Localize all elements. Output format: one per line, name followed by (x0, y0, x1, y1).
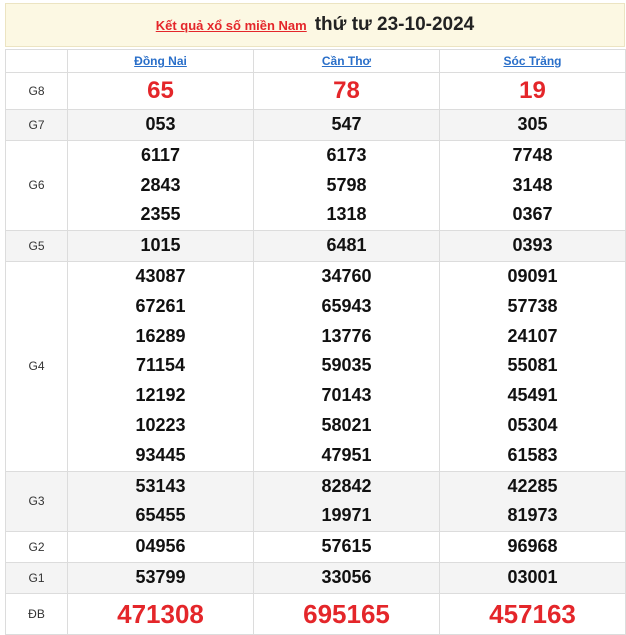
prize-number: 47951 (321, 444, 372, 465)
prize-cell (68, 261, 254, 471)
prize-number: 5798 (326, 174, 367, 195)
province-link-dong-nai[interactable]: Đồng Nai (134, 54, 187, 68)
results-header (5, 3, 625, 47)
prize-cell (68, 562, 254, 593)
prize-label: G2 (6, 532, 68, 563)
results-table (5, 49, 626, 635)
prize-number: 19971 (321, 505, 372, 526)
prize-cell (254, 231, 440, 262)
prize-number: 09091 (507, 265, 558, 286)
lottery-results-panel (5, 0, 625, 632)
prize-number: 67261 (135, 295, 186, 316)
header-empty-cell (6, 50, 68, 73)
prize-label: G6 (6, 140, 68, 230)
prize-number: 58021 (321, 414, 372, 435)
prize-label: G1 (6, 562, 68, 593)
special-prize-number: 695165 (254, 593, 440, 634)
prize-label: G7 (6, 110, 68, 141)
prize-number: 53799 (135, 566, 186, 587)
prize-number: 1318 (326, 204, 367, 225)
prize-number: 0367 (512, 204, 553, 225)
prize-number: 305 (517, 114, 548, 134)
prize-number: 053 (145, 114, 176, 134)
prize-number: 10223 (135, 414, 186, 435)
prize-row-g1 (6, 562, 626, 593)
prize-number: 24107 (507, 325, 558, 346)
special-prize-number: 471308 (68, 593, 254, 634)
prize-number: 45491 (507, 385, 558, 406)
prize-number: 78 (254, 73, 440, 110)
prize-number: 3148 (512, 174, 553, 195)
prize-number: 57615 (321, 536, 372, 557)
prize-row-g8 (6, 73, 626, 110)
prize-number: 0393 (512, 235, 553, 256)
prize-cell (440, 110, 626, 141)
province-link-can-tho[interactable]: Cần Thơ (321, 54, 372, 68)
prize-cell (254, 471, 440, 532)
results-date: thứ tư 23-10-2024 (314, 14, 475, 35)
prize-label: G8 (6, 73, 68, 110)
prize-number: 04956 (135, 536, 186, 557)
prize-row-g2 (6, 532, 626, 563)
prize-row-g5 (6, 231, 626, 262)
province-header-cell (440, 50, 626, 73)
prize-number: 7748 (512, 144, 553, 165)
prize-number: 13776 (321, 325, 372, 346)
prize-label: G5 (6, 231, 68, 262)
prize-cell (440, 140, 626, 230)
prize-number: 65 (68, 73, 254, 110)
prize-number: 19 (440, 73, 626, 110)
prize-label: G3 (6, 471, 68, 532)
prize-cell (440, 471, 626, 532)
prize-number: 547 (331, 114, 362, 134)
prize-number: 65943 (321, 295, 372, 316)
prize-number: 59035 (321, 355, 372, 376)
prize-number: 61583 (507, 444, 558, 465)
prize-cell (254, 562, 440, 593)
prize-number: 42285 (507, 475, 558, 496)
prize-number: 1015 (140, 235, 181, 256)
prize-cell (254, 110, 440, 141)
prize-number: 6173 (326, 144, 367, 165)
prize-number: 96968 (507, 536, 558, 557)
prize-number: 82842 (321, 475, 372, 496)
province-header-cell (254, 50, 440, 73)
prize-number: 34760 (321, 265, 372, 286)
prize-label: G4 (6, 261, 68, 471)
results-region-link[interactable]: Kết quả xổ số miền Nam (155, 17, 307, 33)
prize-number: 2843 (140, 174, 181, 195)
prize-cell (440, 261, 626, 471)
prize-number: 71154 (135, 355, 186, 376)
prize-cell (254, 532, 440, 563)
prize-cell (68, 140, 254, 230)
prize-number: 33056 (321, 566, 372, 587)
province-header-row (6, 50, 626, 73)
prize-row-g6 (6, 140, 626, 230)
prize-number: 53143 (135, 475, 186, 496)
prize-row-g3 (6, 471, 626, 532)
prize-number: 12192 (135, 385, 186, 406)
prize-number: 43087 (135, 265, 186, 286)
prize-number: 16289 (135, 325, 186, 346)
prize-number: 81973 (507, 505, 558, 526)
prize-number: 57738 (507, 295, 558, 316)
prize-cell (68, 231, 254, 262)
prize-row-g4 (6, 261, 626, 471)
prize-number: 65455 (135, 505, 186, 526)
prize-cell (68, 532, 254, 563)
prize-cell (68, 471, 254, 532)
prize-label: ĐB (6, 593, 68, 634)
prize-cell (254, 261, 440, 471)
special-prize-number: 457163 (440, 593, 626, 634)
prize-number: 2355 (140, 204, 181, 225)
prize-number: 6117 (140, 144, 181, 165)
prize-number: 03001 (507, 566, 558, 587)
prize-cell (440, 532, 626, 563)
prize-number: 55081 (507, 355, 558, 376)
prize-row-special (6, 593, 626, 634)
prize-cell (68, 110, 254, 141)
prize-row-g7 (6, 110, 626, 141)
prize-number: 6481 (326, 235, 367, 256)
province-header-cell (68, 50, 254, 73)
prize-number: 93445 (135, 444, 186, 465)
prize-number: 05304 (507, 414, 558, 435)
prize-cell (440, 231, 626, 262)
prize-cell (440, 562, 626, 593)
prize-number: 70143 (321, 385, 372, 406)
province-link-soc-trang[interactable]: Sóc Trăng (503, 54, 562, 68)
prize-cell (254, 140, 440, 230)
